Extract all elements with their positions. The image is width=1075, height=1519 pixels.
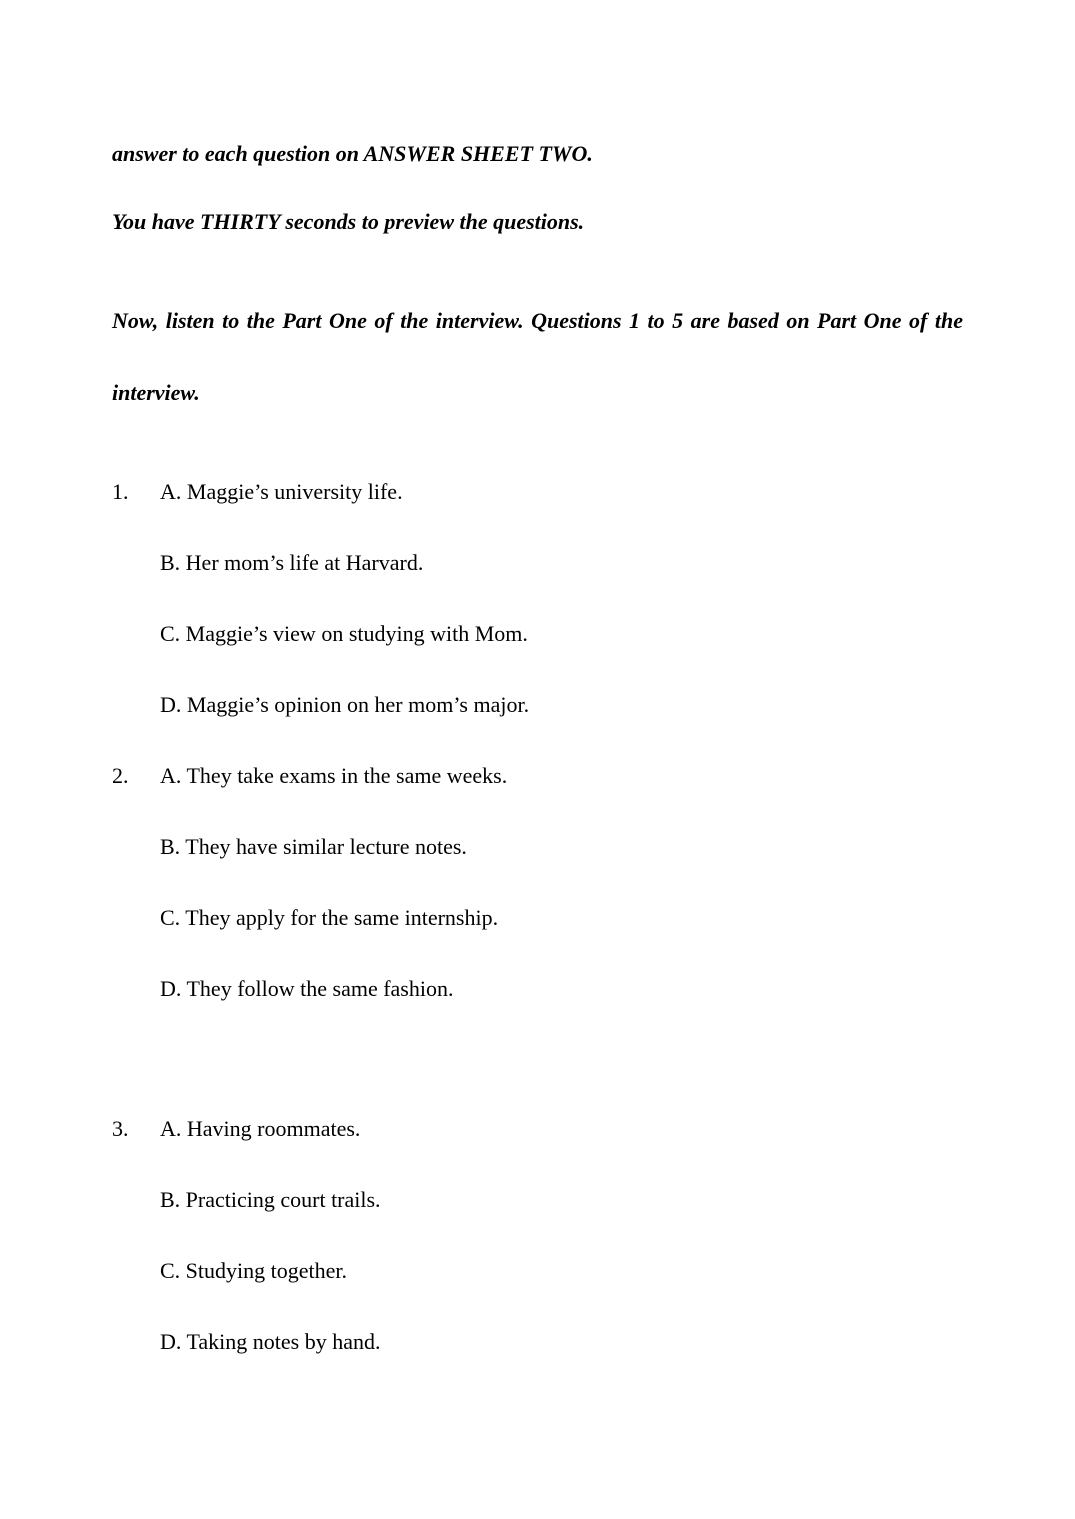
answer-option: D. They follow the same fashion. [160,976,454,1001]
answer-option: B. Practicing court trails. [160,1187,381,1212]
answer-option: B. Her mom’s life at Harvard. [160,550,424,575]
intro-line-answer-sheet: answer to each question on ANSWER SHEET TWO. [112,141,593,166]
answer-option: C. Studying together. [160,1258,347,1283]
intro-line-preview-time: You have THIRTY seconds to preview the questions. [112,209,585,234]
answer-option: C. Maggie’s view on studying with Mom. [160,621,528,646]
question-number: 1. [112,479,129,504]
answer-option: C. They apply for the same internship. [160,905,499,930]
instruction-line-1: Now, listen to the Part One of the interview. Questions 1 to 5 are based on Part One of the [112,308,963,333]
question-number: 3. [112,1116,129,1141]
question-options [160,761,963,1045]
question-options [160,1114,963,1398]
answer-option: A. Having roommates. [160,1116,361,1141]
answer-option: A. They take exams in the same weeks. [160,763,508,788]
answer-option: D. Maggie’s opinion on her mom’s major. [160,692,530,717]
answer-option: B. They have similar lecture notes. [160,834,467,859]
instruction-line-2: interview. [112,380,200,405]
question-2 [112,761,963,1045]
answer-option: D. Taking notes by hand. [160,1329,381,1354]
answer-option: A. Maggie’s university life. [160,479,403,504]
question-options [160,477,963,761]
question-number: 2. [112,763,129,788]
question-1 [112,477,963,761]
question-3 [112,1114,963,1398]
